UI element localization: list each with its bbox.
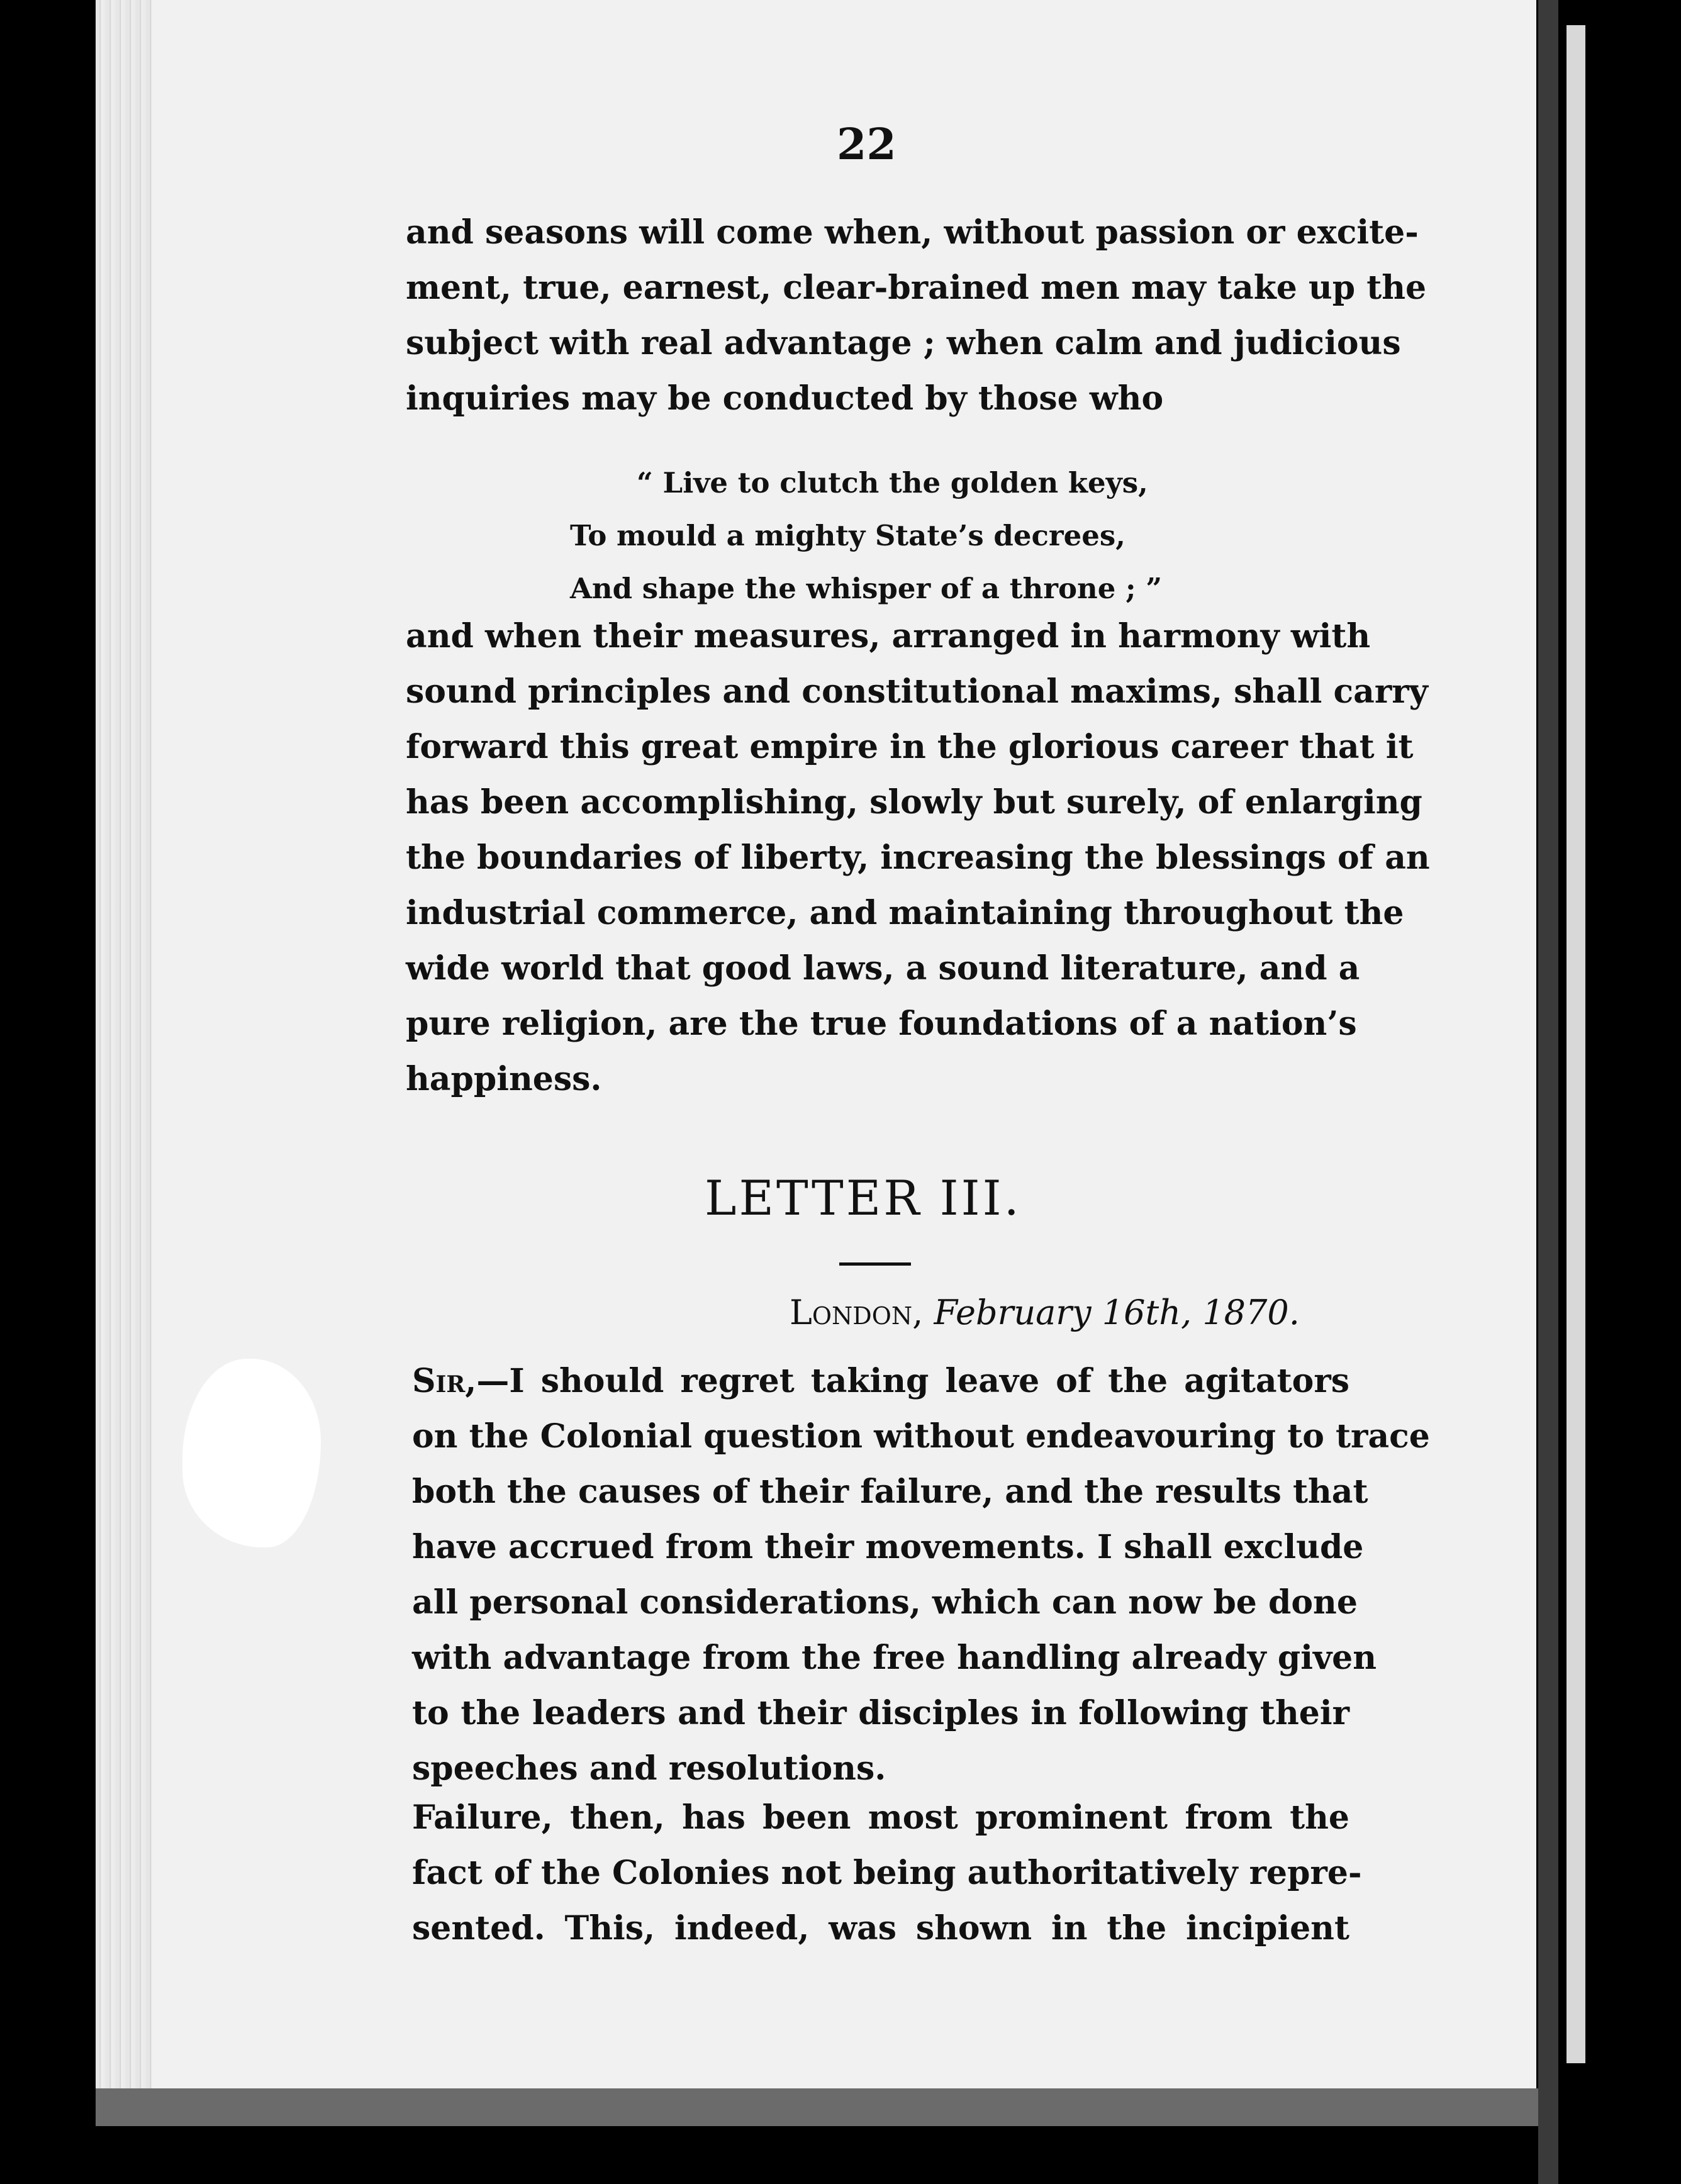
text-line: with advantage from the free handling already given — [412, 1639, 1377, 1677]
text-line: industrial commerce, and maintaining throughout the — [406, 894, 1404, 932]
text-line: on the Colonial question without endeavouring to trace — [412, 1417, 1430, 1456]
text-line: and when their measures, arranged in harmony with — [406, 617, 1371, 655]
text-line — [412, 1354, 1349, 1409]
text-line: sound principles and constitutional maxims, shall carry — [406, 672, 1428, 711]
page-number: 22 — [837, 120, 896, 170]
right-page-edge — [1538, 0, 1558, 2184]
text-line: has been accomplishing, slowly but surely, of enlarging — [406, 783, 1422, 822]
verse-line: To mould a mighty State’s decrees, — [570, 519, 1125, 552]
text-line: the boundaries of liberty, increasing the blessings of an — [406, 838, 1430, 877]
verse-line: “ Live to clutch the golden keys, — [637, 466, 1148, 499]
text-line: sented. This, indeed, was shown in the incipient — [412, 1909, 1349, 1947]
text-line: speeches and resolutions. — [412, 1749, 886, 1788]
verse-quotation — [566, 457, 1162, 615]
text-line: Failure, then, has been most prominent from the — [412, 1798, 1349, 1837]
verse-line: And shape the whisper of a throne ; ” — [570, 572, 1163, 605]
paper-damage-spot — [182, 1359, 321, 1547]
text-line: pure religion, are the true foundations of a nation’s — [406, 1005, 1357, 1043]
dateline-place: London, — [790, 1293, 924, 1332]
text-line: happiness. — [406, 1060, 602, 1098]
text-line: fact of the Colonies not being authoritatively repre- — [412, 1854, 1362, 1892]
text-line: have accrued from their movements. I shall exclude — [412, 1528, 1364, 1566]
salutation: Sir, — [412, 1362, 477, 1400]
letter-heading: LETTER III. — [705, 1170, 1022, 1226]
text-line: and seasons will come when, without passion or excite- — [406, 213, 1419, 252]
dateline — [790, 1293, 1300, 1332]
adjacent-leaf-strip — [1567, 25, 1585, 2063]
letter-opening-paragraph — [412, 1354, 1430, 1797]
binding-gutter — [96, 0, 152, 2088]
text-line: inquiries may be conducted by those who — [406, 379, 1164, 418]
text-line: both the causes of their failure, and the results that — [412, 1473, 1368, 1511]
paragraph-continued — [406, 205, 1427, 426]
text-line-rest: —I should regret taking leave of the agitators — [476, 1362, 1349, 1400]
text-line: subject with real advantage ; when calm and judicious — [406, 324, 1401, 362]
text-line: forward this great empire in the glorious career that it — [406, 728, 1414, 766]
text-line: all personal considerations, which can now be done — [412, 1583, 1358, 1622]
dateline-date: February 16th, 1870. — [934, 1293, 1300, 1332]
heading-rule — [839, 1262, 911, 1266]
text-line: ment, true, earnest, clear-brained men may take up the — [406, 269, 1427, 307]
paragraph-conclusion — [406, 609, 1430, 1107]
text-line: to the leaders and their disciples in following their — [412, 1694, 1349, 1732]
margin-mark: ʃ — [6, 189, 17, 233]
text-line: wide world that good laws, a sound literature, and a — [406, 949, 1360, 988]
paragraph-failure — [412, 1790, 1362, 1956]
bottom-page-edge — [96, 2088, 1538, 2126]
